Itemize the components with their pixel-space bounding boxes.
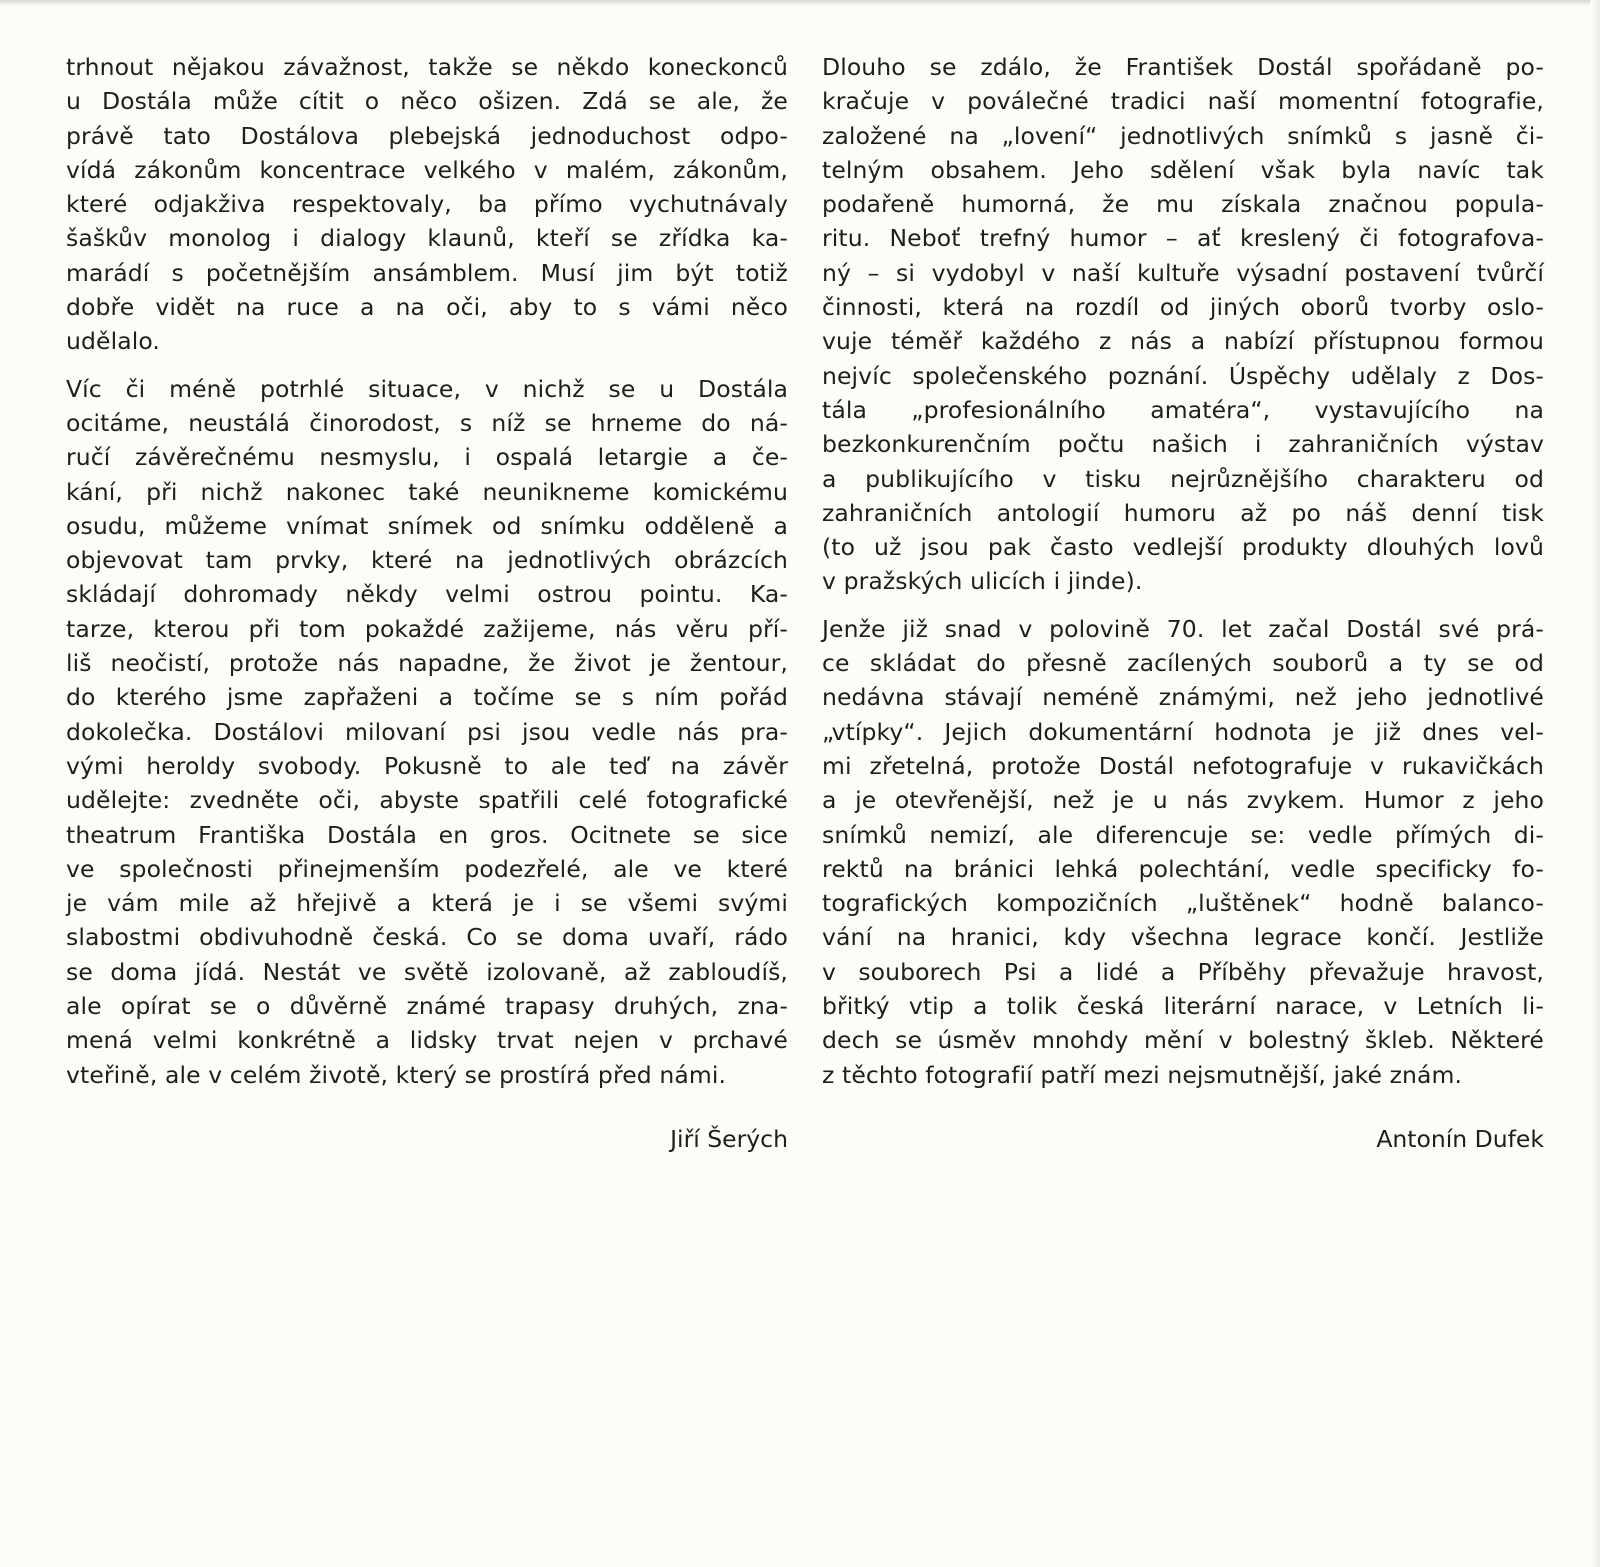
text-line: dobře vidět na ruce a na oči, aby to s vámi něco bbox=[66, 293, 788, 322]
text-line: ve společnosti přinejmenším podezřelé, ale ve které bbox=[66, 854, 788, 883]
text-line: do kterého jsme zapřaženi a točíme se s ním pořád bbox=[66, 683, 788, 712]
text-line: Víc či méně potrhlé situace, v nichž se u Dostála bbox=[66, 374, 788, 403]
text-line: tála „profesionálního amatéra“, vystavujícího na bbox=[822, 395, 1544, 424]
text-line: v souborech Psi a lidé a Příběhy převažuje hravost, bbox=[822, 957, 1544, 986]
text-line: ocitáme, neustálá činorodost, s níž se hrneme do ná- bbox=[66, 408, 788, 437]
text-line: marádí s početnějším ansámblem. Musí jim být totiž bbox=[66, 258, 788, 287]
text-line: osudu, můžeme vnímat snímek od snímku odděleně a bbox=[66, 511, 788, 540]
left-paragraph-2 bbox=[66, 372, 788, 1092]
text-line: tarze, kterou při tom pokaždé zažijeme, nás věru pří- bbox=[66, 614, 788, 643]
right-paragraph-1 bbox=[822, 50, 1544, 599]
text-line: bezkonkurenčním počtu našich i zahraničních výstav bbox=[822, 430, 1544, 459]
text-line: vteřině, ale v celém životě, který se prostírá před námi. bbox=[66, 1060, 727, 1089]
text-line: udělalo. bbox=[66, 327, 160, 356]
text-line: dokolečka. Dostálovi milovaní psi jsou vedle nás pra- bbox=[66, 717, 788, 746]
text-line: ale opírat se o důvěrně známé trapasy druhých, zna- bbox=[66, 992, 788, 1021]
text-line: nedávna stávají neméně známými, než jeho jednotlivé bbox=[822, 683, 1544, 712]
text-line: liš neočistí, protože nás napadne, že život je žentour, bbox=[66, 649, 788, 678]
text-line: mi zřetelná, protože Dostál nefotografuje v rukavičkách bbox=[822, 751, 1544, 780]
text-line: kání, při nichž nakonec také neunikneme komickému bbox=[66, 477, 788, 506]
text-line: podařeně humorná, že mu získala značnou popula- bbox=[822, 190, 1544, 219]
text-line: ný – si vydobyl v naší kultuře výsadní postavení tvůrčí bbox=[822, 258, 1544, 287]
text-line: a publikujícího v tisku nejrůznějšího charakteru od bbox=[822, 464, 1544, 493]
text-line: ručí závěrečnému nesmyslu, i ospalá letargie a če- bbox=[66, 443, 788, 472]
text-line: činnosti, která na rozdíl od jiných oborů tvorby oslo- bbox=[822, 293, 1544, 322]
text-line: Dlouho se zdálo, že František Dostál spořádaně po- bbox=[822, 53, 1544, 81]
text-line: vání na hranici, kdy všechna legrace končí. Jestliže bbox=[822, 923, 1544, 952]
text-line: vuje téměř každého z nás a nabízí přístupnou formou bbox=[822, 327, 1544, 356]
right-paragraph-2 bbox=[822, 612, 1544, 1092]
text-line: mená velmi konkrétně a lidsky trvat nejen v prchavé bbox=[66, 1026, 788, 1055]
text-line: šaškův monolog i dialogy klaunů, kteří se zřídka ka- bbox=[66, 224, 788, 253]
text-line: založené na „lovení“ jednotlivých snímků s jasně či- bbox=[822, 121, 1544, 150]
text-line: udělejte: zvedněte oči, abyste spatřili celé fotografické bbox=[66, 786, 788, 815]
text-line: je vám mile až hřejivě a která je i se všemi svými bbox=[66, 889, 788, 918]
text-line: vídá zákonům koncentrace velkého v malém, zákonům, bbox=[66, 155, 788, 184]
author-signature-dufek: Antonín Dufek bbox=[1376, 1124, 1544, 1153]
text-line: kračuje v poválečné tradici naší momentní fotografie, bbox=[822, 87, 1544, 116]
text-line: tografických kompozičních „luštěnek“ hodně balanco- bbox=[822, 889, 1544, 918]
text-line: slabostmi obdivuhodně česká. Co se doma uvaří, rádo bbox=[66, 923, 788, 952]
author-signature-serych: Jiří Šerých bbox=[670, 1124, 788, 1153]
left-paragraph-1 bbox=[66, 50, 788, 359]
text-line: břitký vtip a tolik česká literární narace, v Letních li- bbox=[822, 992, 1544, 1021]
text-line: v pražských ulicích i jinde). bbox=[822, 567, 1143, 596]
text-line: trhnout nějakou závažnost, takže se někdo koneckonců bbox=[66, 53, 788, 81]
text-line: ce skládat do přesně zacílených souborů a ty se od bbox=[822, 649, 1544, 678]
text-line: snímků nemizí, ale diferencuje se: vedle přímých di- bbox=[822, 820, 1544, 849]
text-line: se doma jídá. Nestát ve světě izolovaně, až zabloudíš, bbox=[66, 957, 788, 986]
text-line: a je otevřenější, než je u nás zvykem. Humor z jeho bbox=[822, 786, 1544, 815]
text-line: vými heroldy svobody. Pokusně to ale teď na závěr bbox=[66, 751, 788, 780]
text-line: u Dostála může cítit o něco ošizen. Zdá se ale, že bbox=[66, 87, 788, 116]
text-line: „vtípky“. Jejich dokumentární hodnota je již dnes vel- bbox=[822, 717, 1544, 746]
text-line: nejvíc společenského poznání. Úspěchy udělaly z Dos- bbox=[822, 361, 1544, 390]
text-line: právě tato Dostálova plebejská jednoduchost odpo- bbox=[66, 121, 788, 150]
text-line: zahraničních antologií humoru až po náš denní tisk bbox=[822, 498, 1544, 527]
text-line: ritu. Neboť trefný humor – ať kreslený či fotografova- bbox=[822, 224, 1544, 253]
right-column-essay bbox=[822, 50, 1544, 1156]
text-line: dech se úsměv mnohdy mění v bolestný škleb. Některé bbox=[822, 1026, 1544, 1055]
text-line: Jenže již snad v polovině 70. let začal Dostál své prá- bbox=[822, 614, 1544, 643]
text-line: theatrum Františka Dostála en gros. Ocitnete se sice bbox=[66, 820, 788, 849]
text-line: skládají dohromady někdy velmi ostrou pointu. Ka- bbox=[66, 580, 788, 609]
text-line: z těchto fotografií patří mezi nejsmutnější, jaké znám. bbox=[822, 1060, 1463, 1089]
text-line: objevovat tam prvky, které na jednotlivých obrázcích bbox=[66, 546, 788, 575]
text-line: (to už jsou pak často vedlejší produkty dlouhých lovů bbox=[822, 533, 1544, 562]
left-column-essay bbox=[66, 50, 788, 1156]
text-line: které odjakživa respektovaly, ba přímo vychutnávaly bbox=[66, 190, 788, 219]
text-line: telným obsahem. Jeho sdělení však byla navíc tak bbox=[822, 155, 1544, 184]
text-line: rektů na bránici lehká polechtání, vedle specificky fo- bbox=[822, 854, 1544, 883]
